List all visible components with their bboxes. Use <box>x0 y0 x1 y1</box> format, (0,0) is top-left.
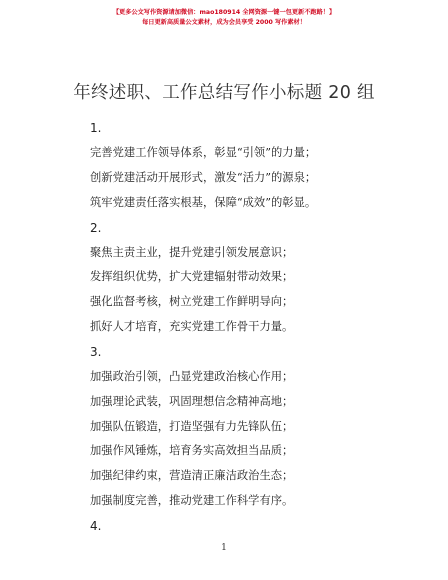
section-line: 抓好人才培育，充实党建工作骨干力量。 <box>90 319 294 333</box>
section-number: 1. <box>90 121 102 135</box>
section-line: 加强纪律约束，营造清正廉洁政治生态； <box>90 469 294 483</box>
section-number: 3. <box>90 344 102 359</box>
section-line: 发挥组织优势，扩大党建辐射带动效果； <box>90 270 294 284</box>
section-line: 加强队伍锻造，打造坚强有力先锋队伍； <box>90 419 294 433</box>
document-body <box>90 111 428 543</box>
document-title: 年终述职、工作总结写作小标题 20 组 <box>73 83 375 103</box>
section-number: 4. <box>90 518 102 533</box>
section-3 <box>90 344 428 509</box>
section-2 <box>90 220 428 335</box>
section-line: 加强理论武装，巩固理想信念精神高地； <box>90 394 294 408</box>
section-line: 加强制度完善，推动党建工作科学有序。 <box>90 493 294 507</box>
section-line: 聚焦主责主业，提升党建引领发展意识； <box>90 245 294 259</box>
section-line: 创新党建活动开展形式，激发“活力”的源泉； <box>90 170 317 184</box>
section-4 <box>90 518 428 534</box>
section-line: 完善党建工作领导体系，彰显“引领”的力量； <box>90 146 317 159</box>
section-line: 加强作风锤炼，培育务实高效担当品质； <box>90 444 294 458</box>
promo-banner-line-2: 每日更新高质量公文素材，成为会员享受 2000 写作素材！ <box>142 19 306 26</box>
page-number: 1 <box>221 543 227 553</box>
promo-banner-line-1: 【更多公文写作资源请加微信：mao180914 全网资源一键一包更新不跑路！】 <box>112 9 336 16</box>
section-1 <box>90 120 428 211</box>
section-number: 2. <box>90 220 102 235</box>
promo-banner <box>0 8 448 28</box>
section-line: 加强政治引领，凸显党建政治核心作用； <box>90 369 294 383</box>
section-line: 强化监督考核，树立党建工作鲜明导向； <box>90 295 294 309</box>
section-line: 筑牢党建责任落实根基，保障“成效”的彰显。 <box>90 195 317 209</box>
